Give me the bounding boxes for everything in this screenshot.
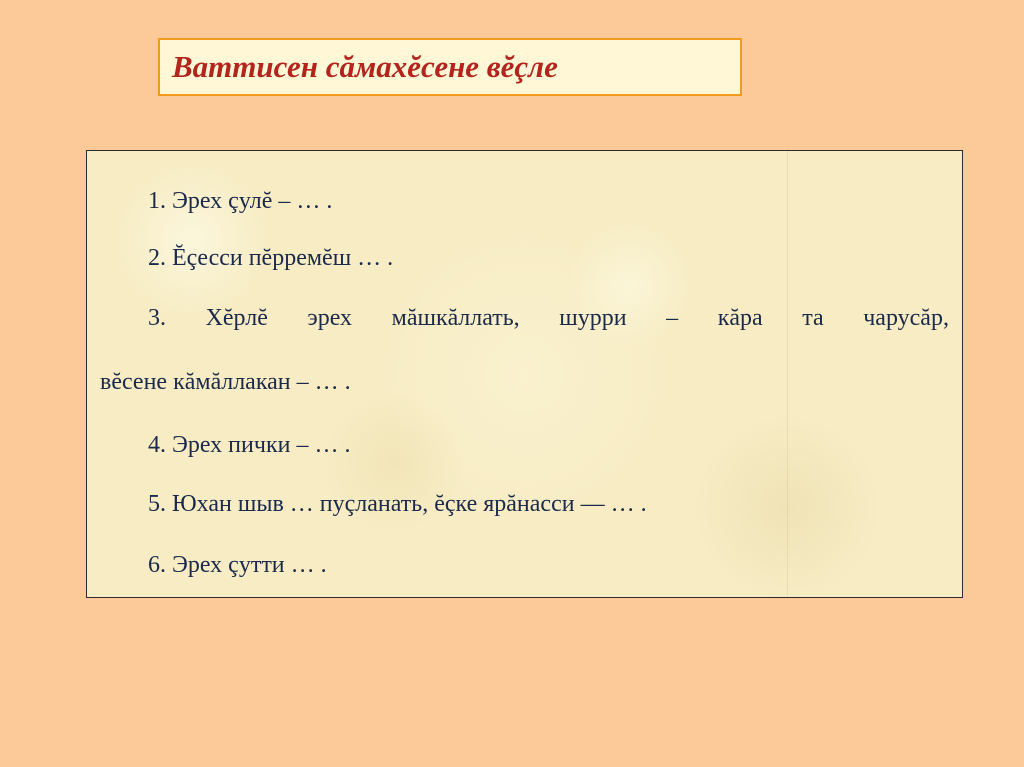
list-item-3-word: чарусăр, <box>863 305 949 331</box>
list-item-3-word: эрех <box>307 305 353 331</box>
texture-seam <box>787 151 788 597</box>
list-item-3 <box>148 306 949 330</box>
list-item-3-word: шурри <box>559 305 627 331</box>
list-item-4: 4. Эрех пички – … . <box>148 432 351 458</box>
list-item-3-word: Хĕрлĕ <box>205 305 268 331</box>
page-title: Ваттисен сăмахĕсене вĕçле <box>172 49 558 84</box>
list-item-2: 2. Ĕçесси пĕрремĕш … . <box>148 245 394 271</box>
list-item-3-word: 3. <box>148 305 166 331</box>
list-item-3-word: кăра <box>717 305 763 331</box>
list-item-3-continuation: вĕсене кăмăллакан – … . <box>100 369 351 395</box>
list-item-5: 5. Юхан шыв … пуçланать, ĕçке ярăнасси — … . <box>148 491 647 517</box>
exercise-box <box>86 150 963 598</box>
list-item-6: 6. Эрех çутти … . <box>148 552 327 578</box>
title-box <box>158 38 742 96</box>
list-item-3-word: мăшкăллать, <box>391 305 520 331</box>
list-item-3-word: та <box>802 305 824 331</box>
list-item-3-word: – <box>666 305 679 331</box>
list-item-1: 1. Эрех çулĕ – … . <box>148 188 333 214</box>
